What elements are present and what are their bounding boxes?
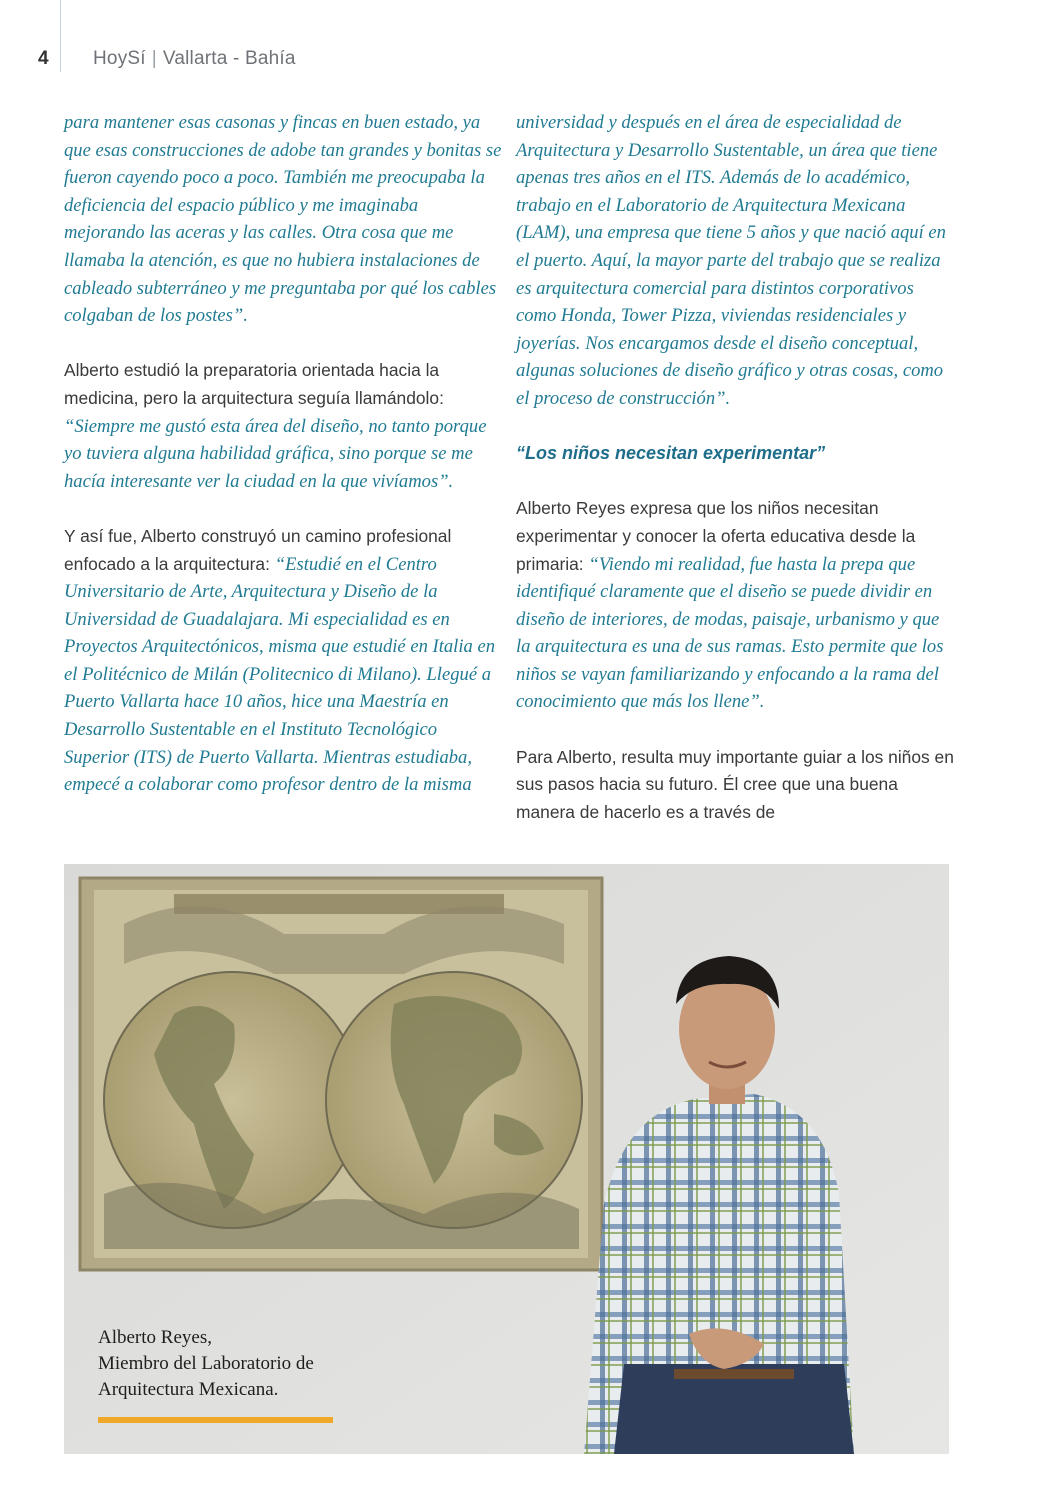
paragraph	[516, 744, 956, 827]
quote-text: “Estudié en el Centro Universitario de Arte, Arquitectura y Diseño de la Universidad de Guadalajara. Mi especialidad es en Proyectos Arquitectónicos, misma que estudié en Italia en el Politécnico de Milán (Politecnico di Milano). Llegué a Puerto Vallarta hace 10 años, hice una Maestría en Desarrollo Sustentable en el Instituto Tecnológico Superior (ITS) de Puerto Vallarta. Mientras estudiaba, empecé a colaborar como profesor dentro de la misma	[64, 553, 496, 796]
page-number: 4	[38, 48, 49, 69]
body-text: Para Alberto, resulta muy importante guiar a los niños en sus pasos hacia su futuro. Él cree que una buena manera de hacerlo es a través de	[516, 746, 954, 822]
title-separator: |	[151, 48, 157, 69]
magazine-section: Vallarta - Bahía	[162, 48, 296, 69]
caption-line: Alberto Reyes,	[98, 1327, 212, 1348]
caption-line: Arquitectura Mexicana.	[98, 1379, 279, 1400]
paragraph	[64, 357, 502, 495]
paragraph	[64, 109, 502, 330]
caption-line: Miembro del Laboratorio de	[98, 1353, 314, 1374]
photo-caption	[98, 1325, 314, 1403]
quote-text: “Siempre me gustó esta área del diseño, no tanto porque yo tuviera alguna habilidad gráfica, sino porque se me hacía interesante ver la ciudad en la que vivíamos”.	[64, 415, 487, 492]
quote-text: “Viendo mi realidad, fue hasta la prepa que identifiqué claramente que el diseño se puede dividir en diseño de interiores, de modas, paisaje, urbanismo y que la arquitectura es una de sus ramas. Esto permite que los niños se vayan familiarizando y enfocando a la rama del conocimiento que más los llene”.	[516, 553, 944, 713]
body-text: Y así fue, Alberto construyó un camino profesional enfocado a la arquitectura:	[64, 525, 452, 574]
right-column	[516, 109, 956, 854]
left-column	[64, 109, 502, 826]
caption-accent-bar	[98, 1417, 333, 1423]
quote-text: para mantener esas casonas y fincas en buen estado, ya que esas construcciones de adobe tan grandes y bonitas se fueron cayendo poco a poco. También me preocupaba la deficiencia del espacio público y me imaginaba mejorando las aceras y las calles. Otra cosa que me llamaba la atención, es que no hubiera instalaciones de cableado subterráneo y me preguntaba por qué los cables colgaban de los postes”.	[64, 112, 502, 327]
paragraph	[516, 109, 956, 413]
magazine-brand: HoySí	[93, 48, 146, 69]
body-text: Alberto estudió la preparatoria orientada hacia la medicina, pero la arquitectura seguía llamándolo:	[64, 360, 444, 408]
quote-text: universidad y después en el área de especialidad de Arquitectura y Desarrollo Sustentable, un área que tiene apenas tres años en el ITS. Además de lo académico, trabajo en el Laboratorio de Arquitectura Mexicana (LAM), una empresa que tiene 5 años y que nació aquí en el puerto. Aquí, la mayor parte del trabajo que se realiza es arquitectura comercial para distintos corporativos como Honda, Tower Pizza, viviendas residenciales y joyerías. Nos encargamos desde el diseño conceptual, algunas soluciones de diseño gráfico y otras cosas, como el proceso de construcción”.	[516, 112, 946, 409]
header-divider	[60, 0, 61, 72]
page-header	[0, 0, 1041, 90]
magazine-title	[93, 48, 296, 70]
body-text: Alberto Reyes expresa que los niños necesitan experimentar y conocer la oferta educativa desde la primaria:	[516, 498, 916, 574]
world-map-icon	[80, 878, 602, 1270]
paragraph	[64, 523, 502, 799]
section-subheading: “Los niños necesitan experimentar”	[516, 443, 826, 464]
paragraph	[516, 495, 956, 716]
